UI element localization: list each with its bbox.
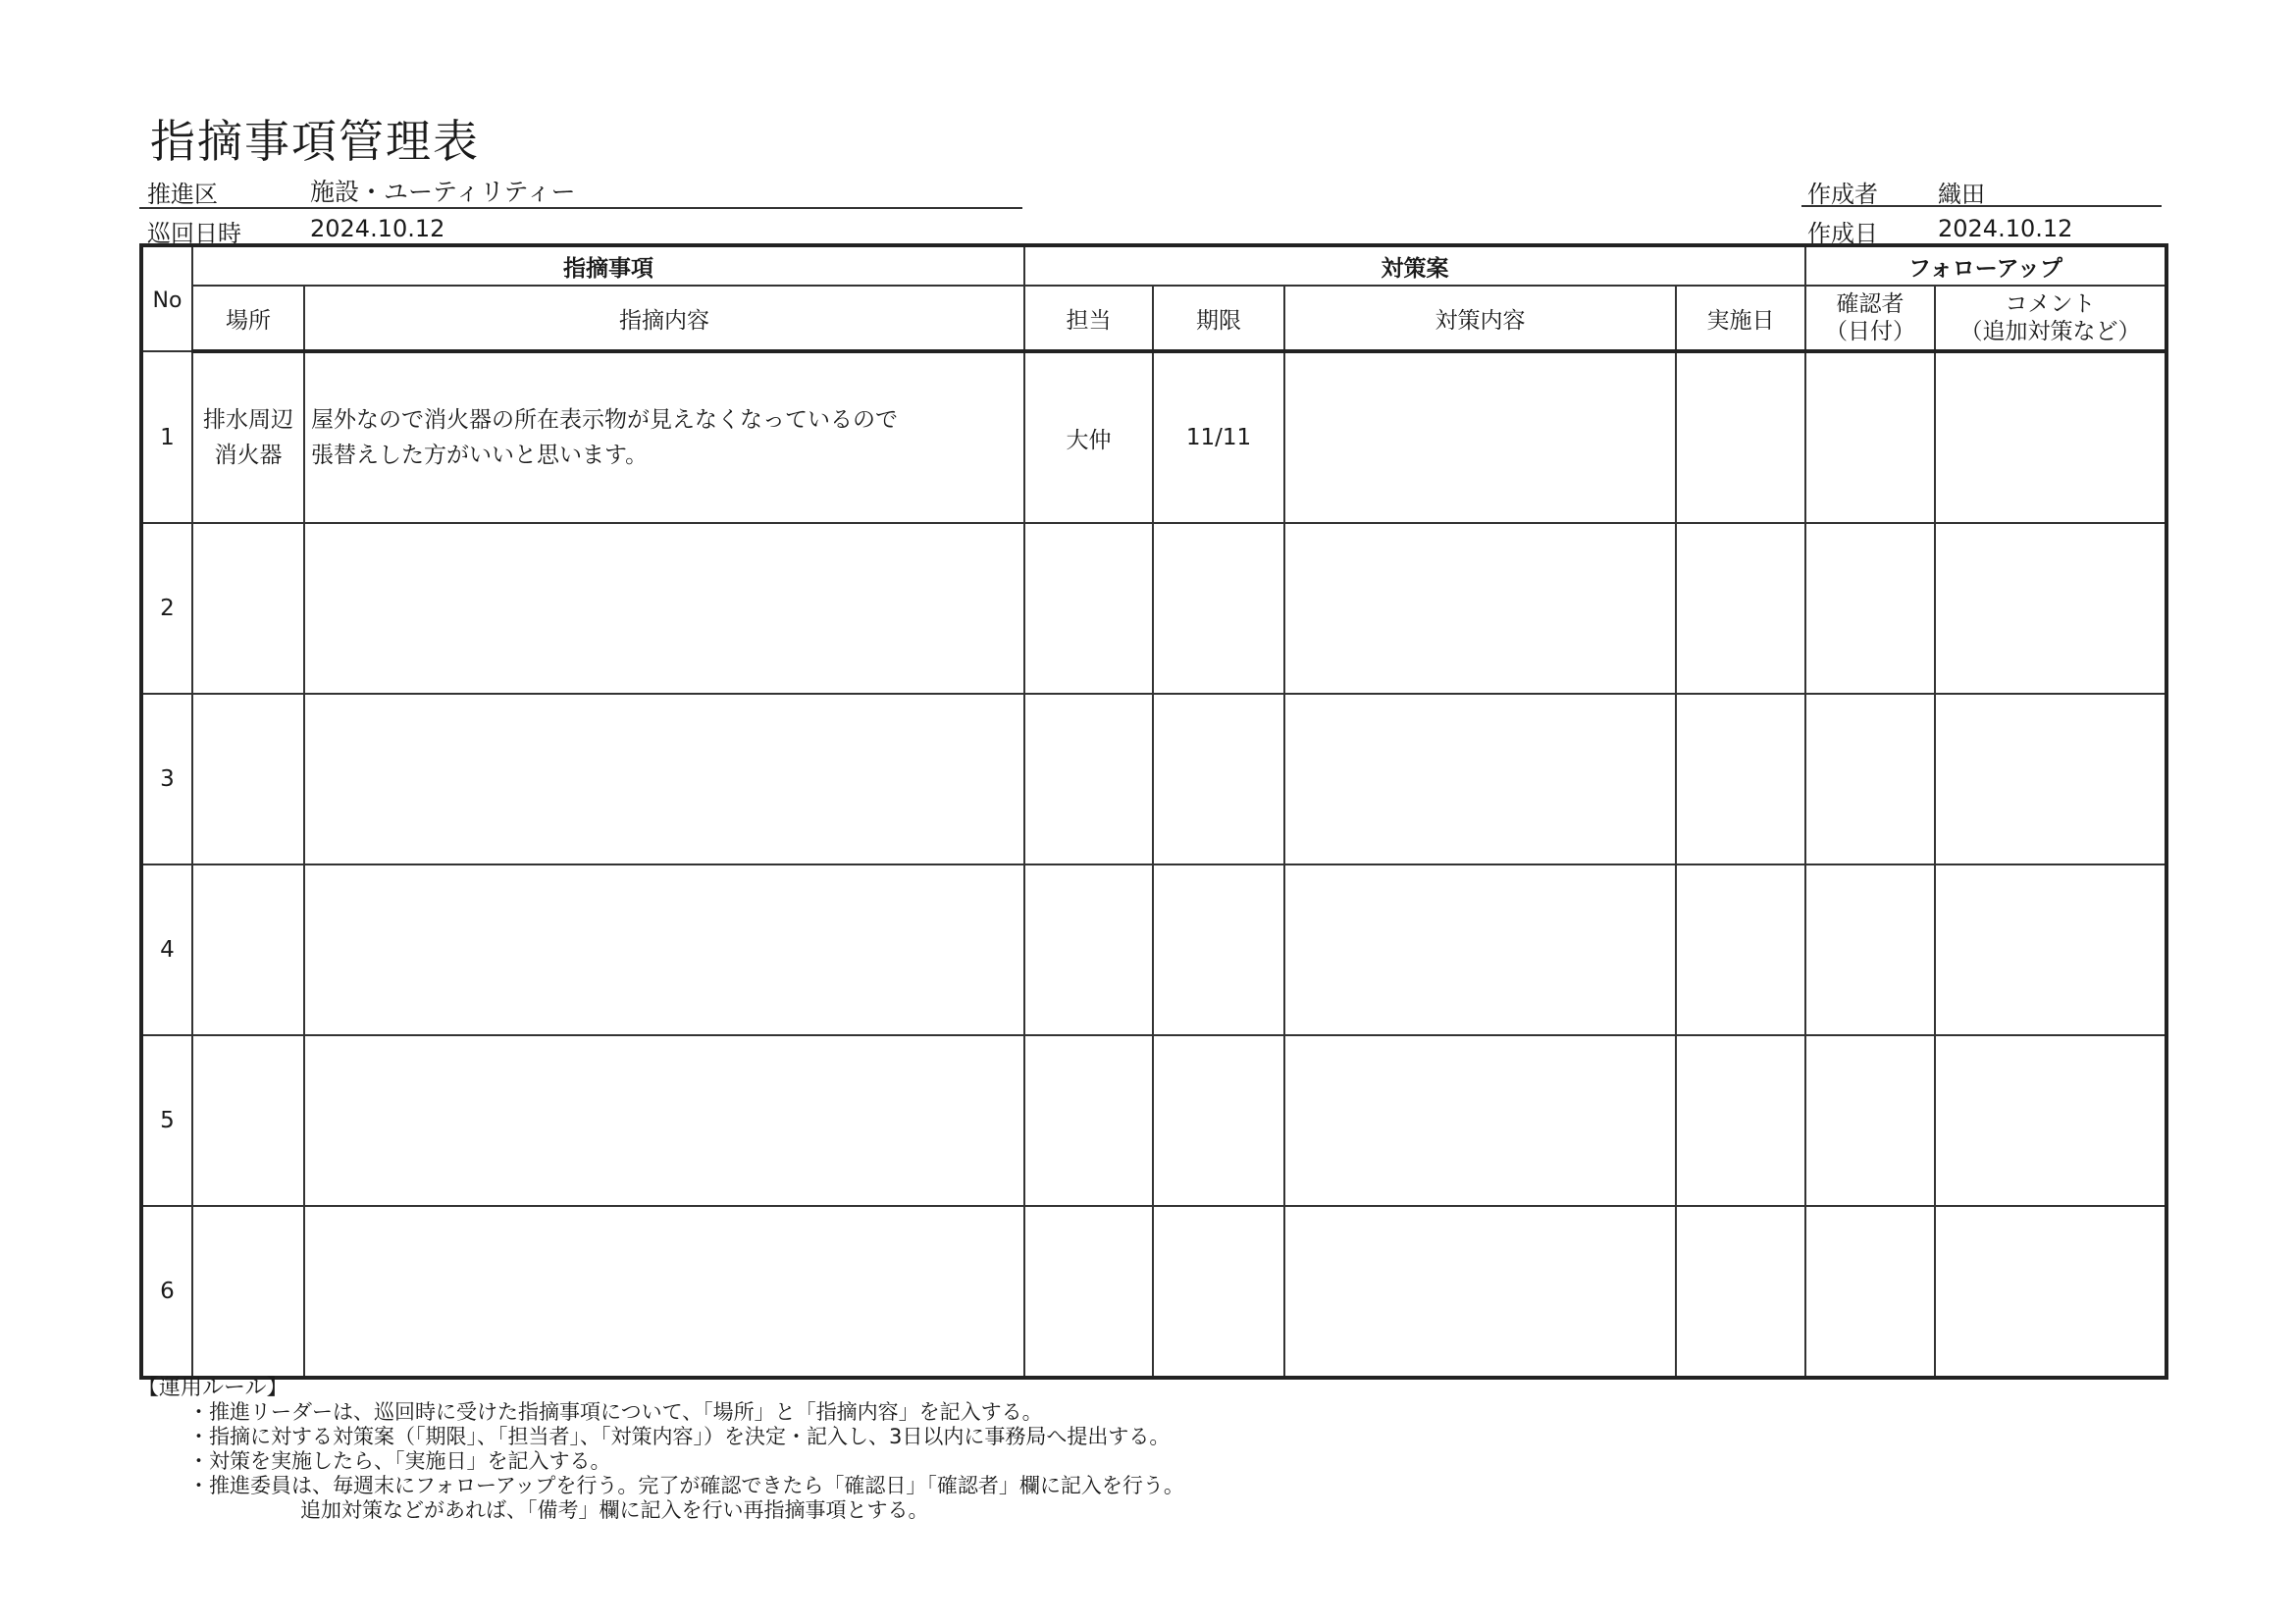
row-no: 2 — [141, 523, 192, 694]
author-value: 織田 — [1938, 181, 1985, 208]
row-comment[interactable] — [1935, 523, 2166, 694]
findings-table — [139, 243, 2168, 1380]
row-done-date[interactable] — [1676, 523, 1805, 694]
row-owner[interactable] — [1024, 1035, 1153, 1206]
header-done-date: 実施日 — [1676, 286, 1805, 351]
rules-item: ・推進リーダーは、巡回時に受けた指摘事項について、「場所」と「指摘内容」を記入する。 — [188, 1400, 1043, 1424]
row-measure[interactable] — [1284, 523, 1676, 694]
row-done-date[interactable] — [1676, 1035, 1805, 1206]
row-finding-content[interactable] — [304, 864, 1024, 1035]
header-comment-line1: コメント — [2005, 291, 2096, 317]
row-no: 6 — [141, 1206, 192, 1378]
row-confirmer[interactable] — [1805, 351, 1935, 523]
row-done-date[interactable] — [1676, 351, 1805, 523]
row-comment[interactable] — [1935, 864, 2166, 1035]
author-underline — [1801, 205, 2162, 207]
table-row — [141, 1035, 2166, 1206]
row-confirmer[interactable] — [1805, 864, 1935, 1035]
row-deadline[interactable] — [1153, 864, 1284, 1035]
promotion-area-value: 施設・ユーティリティー — [310, 178, 576, 206]
patrol-date-value: 2024.10.12 — [310, 215, 445, 242]
header-confirmer-line1: 確認者 — [1836, 291, 1905, 317]
table-sub-header-row — [141, 286, 2166, 351]
promotion-area-label: 推進区 — [147, 181, 218, 208]
header-followup: フォローアップ — [1805, 245, 2166, 286]
row-measure[interactable] — [1284, 864, 1676, 1035]
table-row — [141, 864, 2166, 1035]
row-done-date[interactable] — [1676, 694, 1805, 864]
row-comment[interactable] — [1935, 1206, 2166, 1378]
header-finding-content: 指摘内容 — [304, 286, 1024, 351]
rules-heading: 【運用ルール】 — [137, 1376, 288, 1400]
header-owner: 担当 — [1024, 286, 1153, 351]
row-finding-content[interactable] — [304, 351, 1024, 523]
row-place[interactable] — [192, 523, 304, 694]
page-title: 指摘事項管理表 — [150, 115, 480, 168]
row-place[interactable] — [192, 1035, 304, 1206]
header-comment — [1935, 286, 2166, 351]
header-place: 場所 — [192, 286, 304, 351]
table-group-header-row — [141, 245, 2166, 286]
row-owner[interactable] — [1024, 523, 1153, 694]
row-place-line2: 消火器 — [214, 443, 283, 468]
rules-item-continuation: 追加対策などがあれば、「備考」欄に記入を行い再指摘事項とする。 — [300, 1498, 929, 1522]
rules-item: ・指摘に対する対策案（「期限」、「担当者」、「対策内容」）を決定・記入し、3日以内に事務局へ提出する。 — [188, 1425, 1171, 1448]
rules-item: ・対策を実施したら、「実施日」を記入する。 — [188, 1449, 611, 1473]
row-measure[interactable] — [1284, 351, 1676, 523]
row-comment[interactable] — [1935, 1035, 2166, 1206]
header-confirmer-line2: （日付） — [1825, 319, 1915, 344]
author-label: 作成者 — [1807, 181, 1878, 208]
table-row — [141, 351, 2166, 523]
row-confirmer[interactable] — [1805, 1206, 1935, 1378]
row-deadline[interactable] — [1153, 523, 1284, 694]
row-confirmer[interactable] — [1805, 523, 1935, 694]
header-no: No — [141, 245, 192, 351]
row-confirmer[interactable] — [1805, 1035, 1935, 1206]
row-measure[interactable] — [1284, 1206, 1676, 1378]
header-countermeasures: 対策案 — [1024, 245, 1805, 286]
row-deadline[interactable] — [1153, 1206, 1284, 1378]
row-place[interactable] — [192, 351, 304, 523]
header-findings: 指摘事項 — [192, 245, 1024, 286]
row-owner[interactable] — [1024, 694, 1153, 864]
row-confirmer[interactable] — [1805, 694, 1935, 864]
row-comment[interactable] — [1935, 694, 2166, 864]
row-finding-content[interactable] — [304, 1035, 1024, 1206]
row-done-date[interactable] — [1676, 864, 1805, 1035]
row-place[interactable] — [192, 1206, 304, 1378]
row-done-date[interactable] — [1676, 1206, 1805, 1378]
row-finding-content[interactable] — [304, 1206, 1024, 1378]
row-deadline[interactable] — [1153, 694, 1284, 864]
row-no: 1 — [141, 351, 192, 523]
row-finding-content[interactable] — [304, 523, 1024, 694]
promotion-area-underline — [139, 207, 1022, 209]
header-deadline: 期限 — [1153, 286, 1284, 351]
header-measure-content: 対策内容 — [1284, 286, 1676, 351]
row-no: 5 — [141, 1035, 192, 1206]
table-row — [141, 1206, 2166, 1378]
row-comment[interactable] — [1935, 351, 2166, 523]
row-no: 4 — [141, 864, 192, 1035]
row-place[interactable] — [192, 864, 304, 1035]
row-content-line2: 張替えした方がいいと思います。 — [311, 443, 649, 468]
row-finding-content[interactable] — [304, 694, 1024, 864]
row-deadline[interactable]: 11/11 — [1153, 351, 1284, 523]
patrol-date-label: 巡回日時 — [147, 220, 241, 247]
row-place-line1: 排水周辺 — [203, 407, 293, 433]
row-owner[interactable]: 大仲 — [1024, 351, 1153, 523]
row-owner[interactable] — [1024, 864, 1153, 1035]
row-no: 3 — [141, 694, 192, 864]
rules-item: ・推進委員は、毎週末にフォローアップを行う。完了が確認できたら「確認日」「確認者」欄に記入を行う。 — [188, 1474, 1184, 1497]
row-measure[interactable] — [1284, 694, 1676, 864]
created-date-value: 2024.10.12 — [1938, 215, 2073, 242]
row-measure[interactable] — [1284, 1035, 1676, 1206]
created-date-label: 作成日 — [1807, 220, 1878, 247]
row-place[interactable] — [192, 694, 304, 864]
table-row — [141, 694, 2166, 864]
row-content-line1: 屋外なので消火器の所在表示物が見えなくなっているので — [311, 407, 898, 433]
header-confirmer — [1805, 286, 1935, 351]
row-owner[interactable] — [1024, 1206, 1153, 1378]
table-row — [141, 523, 2166, 694]
header-comment-line2: （追加対策など） — [1959, 319, 2141, 344]
operating-rules — [137, 1376, 1184, 1523]
row-deadline[interactable] — [1153, 1035, 1284, 1206]
